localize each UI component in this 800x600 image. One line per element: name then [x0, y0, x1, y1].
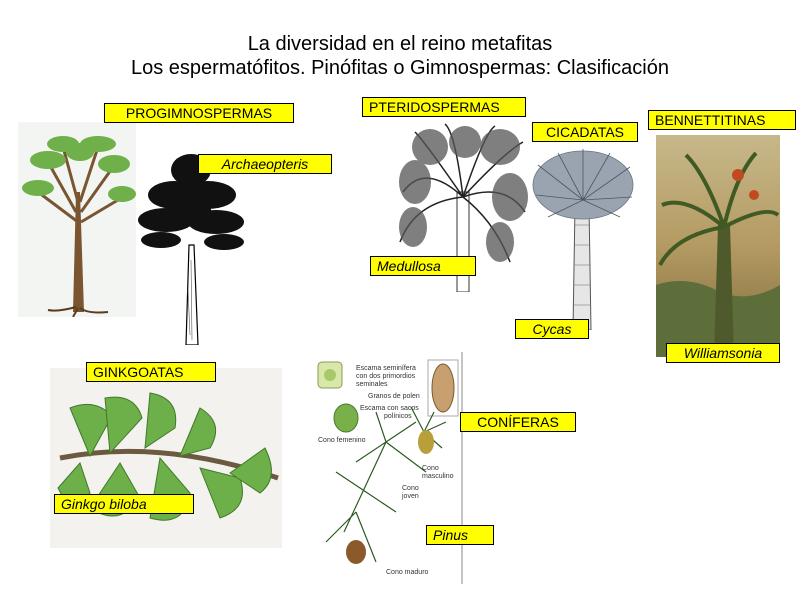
label-cono-joven-2: joven: [402, 493, 419, 500]
label-cono-masculino-1: Cono: [422, 465, 439, 472]
label-escama-sacos-1: Escama con sacos: [360, 405, 419, 412]
label-escama-seminifera-3: seminales: [356, 381, 388, 388]
archaeopteris-tree-illustration: [136, 150, 246, 345]
label-ginkgoatas: GINKGOATAS: [86, 362, 216, 382]
cycas-illustration: [528, 145, 638, 330]
label-progimnospermas: PROGIMNOSPERMAS: [104, 103, 294, 123]
label-cono-masculino-2: masculino: [422, 473, 454, 480]
label-cono-femenino: Cono femenino: [318, 437, 366, 444]
slide-title-line1: La diversidad en el reino metafitas: [247, 33, 553, 55]
label-bennettitinas: BENNETTITINAS: [648, 110, 796, 130]
label-escama-seminifera-2: con dos primordios: [356, 373, 416, 380]
label-cycas: Cycas: [515, 319, 589, 339]
label-cono-joven-1: Cono: [402, 485, 419, 492]
label-cicadatas: CICADATAS: [532, 122, 638, 142]
label-archaeopteris: Archaeopteris: [198, 154, 332, 174]
williamsonia-illustration: [656, 135, 780, 357]
label-coniferas: CONÍFERAS: [460, 412, 576, 432]
slide-title-line2: Los espermatófitos. Pinófitas o Gimnospermas: Clasificación: [130, 57, 669, 79]
label-granos-polen: Granos de polen: [368, 393, 420, 400]
progymnosperm-tree-illustration: [18, 122, 136, 317]
label-williamsonia: Williamsonia: [666, 343, 780, 363]
label-medullosa: Medullosa: [370, 256, 476, 276]
label-escama-sacos-2: polínicos: [384, 413, 412, 420]
label-cono-maduro: Cono maduro: [386, 569, 429, 576]
label-pinus: Pinus: [426, 525, 494, 545]
label-ginkgo-biloba: Ginkgo biloba: [54, 494, 194, 514]
label-escama-seminifera-1: Escama seminífera: [356, 365, 416, 372]
ginkgo-biloba-illustration: [50, 368, 282, 548]
pinus-diagram: [316, 352, 466, 584]
label-pteridospermas: PTERIDOSPERMAS: [362, 97, 526, 117]
